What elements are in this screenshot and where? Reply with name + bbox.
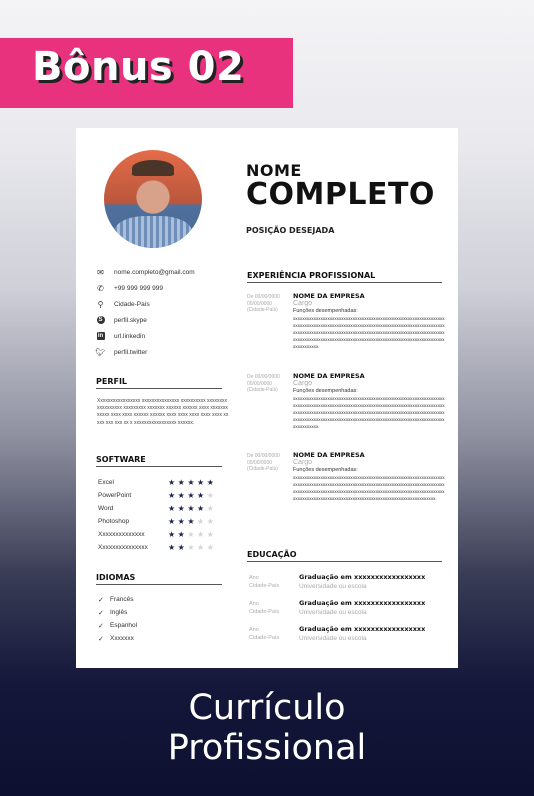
star-icon: ★	[177, 491, 188, 500]
bonus-banner	[0, 38, 293, 108]
software-list	[98, 476, 216, 554]
rating-stars	[168, 530, 216, 539]
profile-photo	[104, 150, 202, 248]
role: Cargo	[293, 380, 313, 387]
resume-document	[76, 128, 458, 668]
rating-stars	[168, 491, 216, 500]
star-icon: ★	[187, 478, 198, 487]
software-item	[98, 515, 216, 528]
language-item: ✓ Inglês	[98, 609, 128, 617]
contact-skype: S perfil.skype	[96, 312, 195, 328]
software-item	[98, 476, 216, 489]
name-last: COMPLETO	[246, 177, 435, 212]
education-school: Universidade ou escola	[299, 635, 367, 642]
role: Cargo	[293, 459, 313, 466]
software-item	[98, 541, 216, 554]
star-icon: ★	[187, 491, 198, 500]
star-icon: ★	[168, 530, 178, 539]
functions-text: xxxxxxxxxxxxxxxxxxxxxxxxxxxxxxxxxxxxxxxxxxxxxxxxxxxxxxxxxxxxxxxxxxxxxxxxxxxxxxxxxxxxxxxxxxxxxxxxxxxxxxxxxxxxxxxxxxxxxxxxxxxxxxxxxxxxxxxxxxxxxxxxxxxxxxxxxxxxxxxxxxxxxxxxxxxxxxxxxxxxxxxxxxxxxxxxxxxxxxxxxxxxxxxxxxxxxxxxxxxxxxxxxxxxxxxxxxxxxxxxxxxxxxxxxxxxxxxxxxxxxxxxxxxxxxxxxxx.	[293, 316, 445, 349]
education-school: Universidade ou escola	[299, 583, 367, 590]
footer-line1: Currículo	[188, 688, 346, 728]
experience-date: De 00/00/0000 00/00/0000 (Cidade-País)	[247, 453, 280, 472]
star-icon: ★	[206, 478, 217, 487]
experience-date: De 00/00/0000 00/00/0000 (Cidade-País)	[247, 374, 280, 393]
contact-phone: ✆ +99 999 999 999	[97, 283, 163, 293]
bonus-label: Bônus 02	[32, 44, 245, 90]
language-item: ✓ Francês	[98, 596, 134, 604]
contact-location: ⚲ Cidade-País	[97, 299, 150, 309]
star-icon: ★	[206, 491, 217, 500]
mail-icon: ✉	[97, 267, 104, 277]
education-degree: Graduação em xxxxxxxxxxxxxxxxx	[299, 625, 426, 633]
footer-title	[0, 688, 534, 768]
education-degree: Graduação em xxxxxxxxxxxxxxxxx	[299, 599, 426, 607]
experiencia-heading: EXPERIÊNCIA PROFISSIONAL	[247, 271, 442, 283]
rating-stars	[168, 478, 216, 487]
star-icon: ★	[177, 543, 188, 552]
star-icon: ★	[197, 530, 207, 539]
check-icon: ✓	[98, 622, 104, 630]
rating-stars	[168, 517, 216, 526]
education-place: Cidade-País	[249, 609, 280, 615]
star-icon: ★	[206, 517, 217, 526]
education-place: Cidade-País	[249, 583, 280, 589]
star-icon: ★	[197, 543, 207, 552]
star-icon: ★	[206, 530, 217, 539]
idiomas-list	[98, 593, 137, 645]
rating-stars	[168, 543, 216, 552]
star-icon: ★	[168, 491, 178, 500]
software-name: Photoshop	[98, 518, 130, 525]
star-icon: ★	[206, 504, 217, 513]
check-icon: ✓	[98, 635, 104, 643]
skype-icon: S	[98, 317, 103, 323]
language-item: ✓ Xxxxxxx	[98, 635, 134, 643]
education-place: Cidade-País	[249, 635, 280, 641]
star-icon: ★	[187, 504, 198, 513]
education-year: Ano	[249, 627, 259, 633]
star-icon: ★	[168, 478, 178, 487]
rating-stars	[168, 504, 216, 513]
star-icon: ★	[197, 517, 207, 526]
software-item	[98, 528, 216, 541]
contact-linkedin: in url.linkedin	[97, 332, 146, 340]
role: Cargo	[293, 300, 313, 307]
contact-email: ✉ nome.completo@gmail.com	[97, 267, 195, 277]
software-name: Excel	[98, 479, 114, 486]
software-name: Word	[98, 505, 114, 512]
star-icon: ★	[187, 530, 198, 539]
star-icon: ★	[197, 504, 207, 513]
software-name: PowerPoint	[98, 492, 132, 499]
star-icon: ★	[177, 530, 188, 539]
name-first: NOME	[246, 161, 302, 180]
software-name: Xxxxxxxxxxxxxx	[98, 531, 145, 538]
software-name: Xxxxxxxxxxxxxxx	[98, 544, 148, 551]
company-name: NOME DA EMPRESA	[293, 372, 365, 380]
contacts-list	[96, 264, 195, 360]
star-icon: ★	[197, 478, 207, 487]
functions-label: Funções desempenhadas:	[293, 388, 358, 394]
footer-line2: Profissional	[167, 728, 367, 768]
phone-icon: ✆	[97, 283, 104, 293]
star-icon: ★	[197, 491, 207, 500]
star-icon: ★	[206, 543, 217, 552]
linkedin-icon: in	[97, 333, 104, 339]
star-icon: ★	[187, 517, 198, 526]
star-icon: ★	[177, 517, 188, 526]
company-name: NOME DA EMPRESA	[293, 451, 365, 459]
functions-label: Funções desempenhadas:	[293, 308, 358, 314]
star-icon: ★	[177, 478, 188, 487]
location-icon: ⚲	[97, 299, 104, 309]
experience-date: De 00/00/0000 00/00/0000 (Cidade-País)	[247, 294, 280, 313]
desired-position: POSIÇÃO DESEJADA	[246, 226, 335, 235]
idiomas-heading: IDIOMAS	[96, 573, 222, 585]
education-year: Ano	[249, 575, 259, 581]
software-heading: SOFTWARE	[96, 455, 222, 467]
perfil-heading: PERFIL	[96, 377, 222, 389]
star-icon: ★	[168, 517, 178, 526]
star-icon: ★	[187, 543, 198, 552]
star-icon: ★	[177, 504, 188, 513]
star-icon: ★	[168, 504, 178, 513]
software-item	[98, 502, 216, 515]
perfil-text: Xxxxxxxxxxxxxxxxx xxxxxxxxxxxxxxx xxxxxxxxxx xxxxxxxx xxxxxxxxxx xxxxxxxxx xxxxxxx xxxxxx xxxxxx xxxx xxxxxxx xxxxx xxxx xxxx xxxxxx xxxxxx xxxx xxxx xxxx xxxx xxxx xx xxx xxx xxx xx x xxxxxxxxxxxxxxxxx xxxxxx.	[97, 398, 229, 426]
education-school: Universidade ou escola	[299, 609, 367, 616]
functions-label: Funções desempenhadas:	[293, 467, 358, 473]
education-degree: Graduação em xxxxxxxxxxxxxxxxx	[299, 573, 426, 581]
educacao-heading: EDUCAÇÃO	[247, 550, 442, 562]
education-year: Ano	[249, 601, 259, 607]
star-icon: ★	[168, 543, 178, 552]
check-icon: ✓	[98, 609, 104, 617]
functions-text: xxxxxxxxxxxxxxxxxxxxxxxxxxxxxxxxxxxxxxxxxxxxxxxxxxxxxxxxxxxxxxxxxxxxxxxxxxxxxxxxxxxxxxxxxxxxxxxxxxxxxxxxxxxxxxxxxxxxxxxxxxxxxxxxxxxxxxxxxxxxxxxxxxxxxxxxxxxxxxxxxxxxxxxxxxxxxxxxxxxxxxxxxxxxxxxxxxxxxxxxxxxxxxxxxxxxxxxxxxxxxxxxxxxxxxxxxxxxxxxxxxxxxxxxxxxxxxxxxxxxxxxxxxxxxxxxxxx.	[293, 396, 445, 429]
language-item: ✓ Espanhol	[98, 622, 138, 630]
check-icon: ✓	[98, 596, 104, 604]
company-name: NOME DA EMPRESA	[293, 292, 365, 300]
software-item	[98, 489, 216, 502]
twitter-icon: 🐦︎	[95, 347, 106, 357]
functions-text: xxxxxxxxxxxxxxxxxxxxxxxxxxxxxxxxxxxxxxxxxxxxxxxxxxxxxxxxxxxxxxxxxxxxxxxxxxxxxxxxxxxxxxxxxxxxxxxxxxxxxxxxxxxxxxxxxxxxxxxxxxxxxxxxxxxxxxxxxxxxxxxxxxxxxxxxxxxxxxxxxxxxxxxxxxxxxxxxxxxxxxxxxxxxxxxxxxxxxxxxxxxxxxxxxxxxxxxxxxxxxxxxxxxxxxxxxxxxxxxxxxxxxxxxxxxxxxxxxxxx.	[293, 475, 445, 501]
contact-twitter: 🐦︎ perfil.twitter	[95, 347, 148, 357]
